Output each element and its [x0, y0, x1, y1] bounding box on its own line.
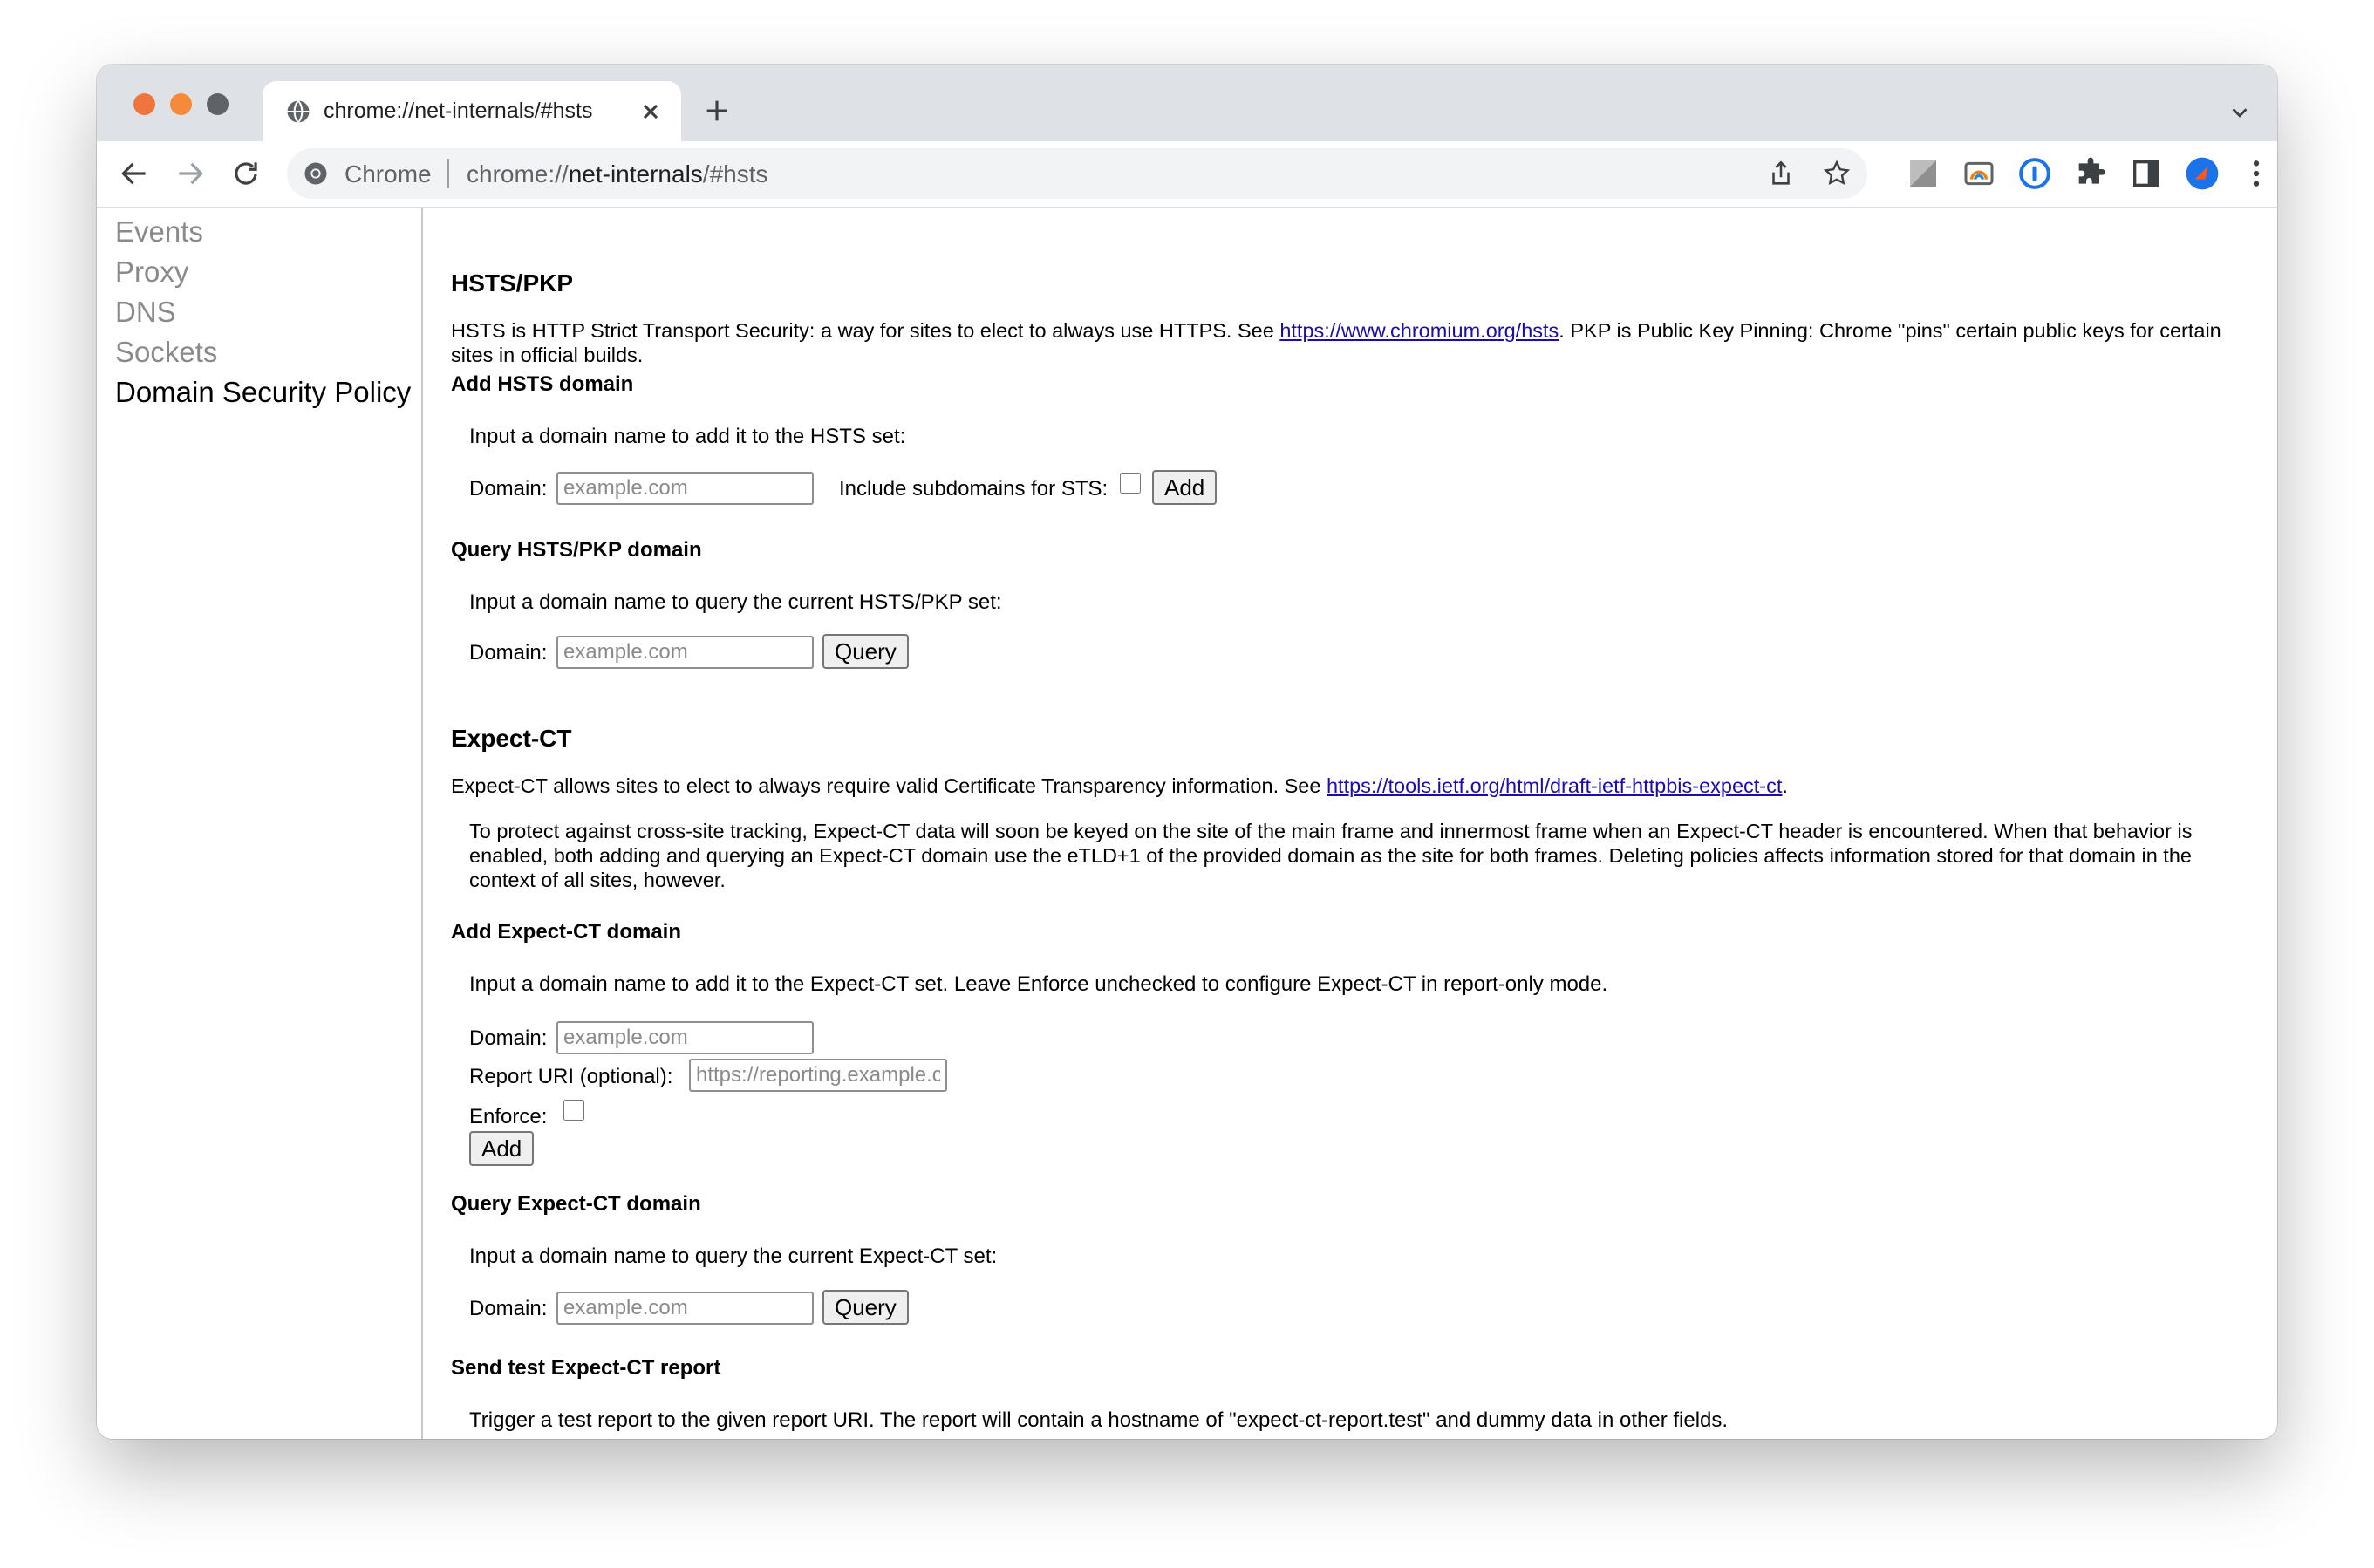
chevron-down-icon[interactable] [2227, 99, 2253, 126]
omnibox-separator [447, 159, 449, 188]
add-hsts-domain-input[interactable] [556, 472, 814, 505]
add-hsts-instructions: Input a domain name to add it to the HSTS set: [469, 425, 906, 448]
tab-title: chrome://net-internals/#hsts [324, 99, 593, 123]
extension-icon[interactable] [2017, 156, 2052, 191]
include-subdomains-checkbox[interactable] [1120, 473, 1141, 494]
close-window-button[interactable] [133, 93, 155, 115]
maximize-window-button[interactable] [207, 93, 229, 115]
reload-icon[interactable] [229, 157, 263, 190]
address-bar[interactable] [287, 148, 1867, 199]
expect-ct-note: To protect against cross-site tracking, Expect-CT data will soon be keyed on the site of the main frame and innermost frame when an Expect-CT header is encountered. When that behavior is enabled, both adding and querying an Expect-CT domain use the eTLD+1 of the provided domain as the site for both frames. Deleting policies affects information stored for that domain in the context of all sites, however. [469, 820, 2193, 891]
page-content [97, 208, 2277, 1439]
extension-icon[interactable] [1906, 156, 1941, 191]
hsts-description: HSTS is HTTP Strict Transport Security: a way for sites to elect to always use HTTPS. See https://www.chromium.org/hsts. PKP is Public Key Pinning: Chrome "pins" certain public keys for certain sites in official builds. [451, 319, 2221, 366]
sidebar-item-dns[interactable]: DNS [115, 296, 176, 328]
tab-strip [97, 65, 2277, 141]
report-uri-label: Report URI (optional): [469, 1065, 673, 1088]
sidebar-item-domain-security-policy[interactable]: Domain Security Policy [115, 376, 412, 408]
sidebar-item-proxy[interactable]: Proxy [115, 256, 189, 288]
star-icon[interactable] [1822, 159, 1852, 188]
query-hsts-title: Query HSTS/PKP domain [451, 538, 702, 562]
sidebar-item-events[interactable]: Events [115, 215, 203, 248]
query-expect-ct-instructions: Input a domain name to query the current Expect-CT set: [469, 1244, 998, 1268]
add-expect-ct-instructions: Input a domain name to add it to the Expect-CT set. Leave Enforce unchecked to configure Expect-CT in report-only mode. [469, 972, 1608, 996]
query-expect-ct-domain-label: Domain: [469, 1297, 548, 1320]
query-expect-ct-button[interactable]: Query [822, 1290, 909, 1325]
chrome-icon [303, 160, 329, 187]
close-icon[interactable] [636, 97, 665, 126]
query-expect-ct-title: Query Expect-CT domain [451, 1192, 701, 1216]
add-expect-ct-domain-label: Domain: [469, 1026, 548, 1050]
minimize-window-button[interactable] [170, 93, 192, 115]
puzzle-icon[interactable] [2073, 156, 2108, 191]
section-title-hsts: HSTS/PKP [451, 269, 574, 297]
url-text: chrome://net-internals/#hsts [467, 160, 768, 187]
sidebar-nav [97, 208, 423, 1439]
add-hsts-domain-label: Domain: [469, 477, 548, 501]
globe-icon [285, 99, 311, 125]
avatar[interactable] [2185, 156, 2220, 191]
add-hsts-title: Add HSTS domain [451, 372, 634, 396]
query-hsts-instructions: Input a domain name to query the current HSTS/PKP set: [469, 590, 1002, 614]
main-panel [441, 208, 2251, 1439]
extension-icon[interactable] [1961, 156, 1996, 191]
add-expect-ct-button[interactable]: Add [469, 1131, 534, 1166]
include-subdomains-label: Include subdomains for STS: [839, 477, 1109, 501]
query-hsts-domain-label: Domain: [469, 641, 548, 665]
query-hsts-domain-input[interactable] [556, 636, 814, 669]
more-vert-icon[interactable] [2239, 156, 2274, 191]
enforce-label: Enforce: [469, 1105, 548, 1128]
add-expect-ct-title: Add Expect-CT domain [451, 920, 682, 944]
back-icon[interactable] [118, 157, 151, 190]
share-icon[interactable] [1766, 159, 1796, 188]
browser-window [97, 65, 2277, 1439]
plus-icon[interactable] [702, 96, 732, 126]
side-panel-icon[interactable] [2129, 156, 2164, 191]
expect-ct-description: Expect-CT allows sites to elect to always require valid Certificate Transparency information. See https://tools.ietf.org/html/draft-ietf-httpbis-expect-ct. [451, 774, 1788, 797]
chromium-hsts-link[interactable]: https://www.chromium.org/hsts [1279, 319, 1559, 342]
test-report-title: Send test Expect-CT report [451, 1356, 721, 1380]
enforce-checkbox[interactable] [563, 1100, 584, 1121]
test-report-instructions: Trigger a test report to the given report URI. The report will contain a hostname of "expect-ct-report.test" and dummy data in other fields. [469, 1408, 1729, 1432]
section-title-expect-ct: Expect-CT [451, 725, 572, 752]
add-hsts-button[interactable]: Add [1152, 470, 1217, 505]
active-tab[interactable] [263, 81, 681, 141]
query-hsts-button[interactable]: Query [822, 634, 909, 669]
forward-icon[interactable] [174, 157, 207, 190]
sidebar-item-sockets[interactable]: Sockets [115, 336, 218, 368]
report-uri-input[interactable] [689, 1059, 947, 1092]
toolbar [97, 141, 2277, 208]
site-chip: Chrome [345, 160, 432, 187]
query-expect-ct-domain-input[interactable] [556, 1292, 814, 1325]
expect-ct-spec-link[interactable]: https://tools.ietf.org/html/draft-ietf-httpbis-expect-ct [1326, 774, 1783, 797]
add-expect-ct-domain-input[interactable] [556, 1021, 814, 1054]
